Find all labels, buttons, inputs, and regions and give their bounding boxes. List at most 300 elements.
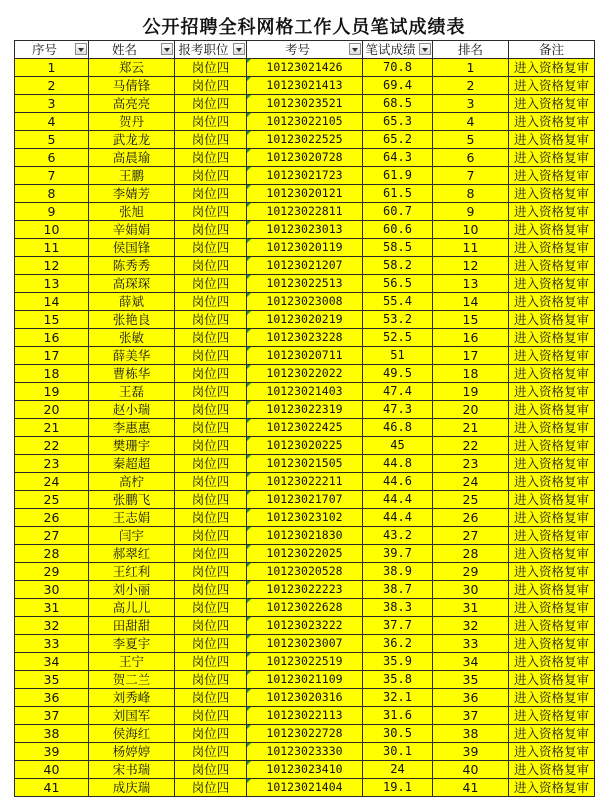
cell-exam-no: 10123022628 bbox=[247, 599, 363, 617]
cell-score: 44.4 bbox=[363, 491, 433, 509]
cell-rank: 18 bbox=[433, 365, 509, 383]
cell-seq: 2 bbox=[15, 77, 89, 95]
header-exam-no-label: 考号 bbox=[284, 42, 310, 57]
cell-position: 岗位四 bbox=[175, 599, 247, 617]
cell-score: 35.9 bbox=[363, 653, 433, 671]
cell-remark: 进入资格复审 bbox=[509, 599, 595, 617]
cell-name: 侯海红 bbox=[89, 725, 175, 743]
cell-position: 岗位四 bbox=[175, 95, 247, 113]
cell-position: 岗位四 bbox=[175, 671, 247, 689]
cell-remark: 进入资格复审 bbox=[509, 113, 595, 131]
cell-position: 岗位四 bbox=[175, 419, 247, 437]
cell-score: 61.5 bbox=[363, 185, 433, 203]
cell-rank: 27 bbox=[433, 527, 509, 545]
cell-seq: 1 bbox=[15, 59, 89, 77]
header-row bbox=[15, 41, 595, 59]
cell-position: 岗位四 bbox=[175, 779, 247, 797]
cell-seq: 8 bbox=[15, 185, 89, 203]
cell-rank: 22 bbox=[433, 437, 509, 455]
cell-rank: 31 bbox=[433, 599, 509, 617]
cell-score: 58.2 bbox=[363, 257, 433, 275]
cell-seq: 40 bbox=[15, 761, 89, 779]
cell-position: 岗位四 bbox=[175, 347, 247, 365]
cell-seq: 19 bbox=[15, 383, 89, 401]
cell-seq: 17 bbox=[15, 347, 89, 365]
cell-position: 岗位四 bbox=[175, 707, 247, 725]
filter-dropdown-icon[interactable] bbox=[161, 43, 173, 55]
cell-remark: 进入资格复审 bbox=[509, 437, 595, 455]
cell-seq: 31 bbox=[15, 599, 89, 617]
cell-remark: 进入资格复审 bbox=[509, 401, 595, 419]
cell-position: 岗位四 bbox=[175, 437, 247, 455]
table-row bbox=[15, 437, 595, 455]
cell-position: 岗位四 bbox=[175, 617, 247, 635]
cell-rank: 16 bbox=[433, 329, 509, 347]
cell-remark: 进入资格复审 bbox=[509, 491, 595, 509]
table-row bbox=[15, 275, 595, 293]
cell-name: 陈秀秀 bbox=[89, 257, 175, 275]
table-row bbox=[15, 329, 595, 347]
cell-rank: 23 bbox=[433, 455, 509, 473]
cell-rank: 15 bbox=[433, 311, 509, 329]
cell-name: 赵小瑞 bbox=[89, 401, 175, 419]
cell-name: 高柠 bbox=[89, 473, 175, 491]
cell-score: 55.4 bbox=[363, 293, 433, 311]
cell-seq: 24 bbox=[15, 473, 89, 491]
cell-exam-no: 10123023228 bbox=[247, 329, 363, 347]
cell-remark: 进入资格复审 bbox=[509, 203, 595, 221]
cell-rank: 19 bbox=[433, 383, 509, 401]
cell-seq: 23 bbox=[15, 455, 89, 473]
cell-score: 60.7 bbox=[363, 203, 433, 221]
cell-remark: 进入资格复审 bbox=[509, 671, 595, 689]
cell-exam-no: 10123020119 bbox=[247, 239, 363, 257]
cell-exam-no: 10123023008 bbox=[247, 293, 363, 311]
cell-name: 樊珊宇 bbox=[89, 437, 175, 455]
cell-position: 岗位四 bbox=[175, 455, 247, 473]
header-rank-label: 排名 bbox=[457, 42, 483, 57]
cell-score: 37.7 bbox=[363, 617, 433, 635]
cell-exam-no: 10123021403 bbox=[247, 383, 363, 401]
cell-position: 岗位四 bbox=[175, 635, 247, 653]
cell-position: 岗位四 bbox=[175, 221, 247, 239]
cell-seq: 27 bbox=[15, 527, 89, 545]
cell-seq: 21 bbox=[15, 419, 89, 437]
cell-position: 岗位四 bbox=[175, 167, 247, 185]
cell-name: 刘小丽 bbox=[89, 581, 175, 599]
cell-exam-no: 10123022105 bbox=[247, 113, 363, 131]
filter-dropdown-icon[interactable] bbox=[75, 43, 87, 55]
cell-position: 岗位四 bbox=[175, 653, 247, 671]
cell-score: 43.2 bbox=[363, 527, 433, 545]
cell-name: 张鹏飞 bbox=[89, 491, 175, 509]
cell-exam-no: 10123020728 bbox=[247, 149, 363, 167]
cell-seq: 3 bbox=[15, 95, 89, 113]
cell-name: 曹栋华 bbox=[89, 365, 175, 383]
cell-remark: 进入资格复审 bbox=[509, 221, 595, 239]
cell-name: 张旭 bbox=[89, 203, 175, 221]
filter-dropdown-icon[interactable] bbox=[233, 43, 245, 55]
cell-seq: 25 bbox=[15, 491, 89, 509]
table-row bbox=[15, 59, 595, 77]
cell-score: 30.1 bbox=[363, 743, 433, 761]
cell-score: 51 bbox=[363, 347, 433, 365]
header-exam-no bbox=[247, 41, 363, 59]
cell-name: 高亮亮 bbox=[89, 95, 175, 113]
cell-score: 44.8 bbox=[363, 455, 433, 473]
table-row bbox=[15, 401, 595, 419]
cell-position: 岗位四 bbox=[175, 113, 247, 131]
cell-rank: 13 bbox=[433, 275, 509, 293]
cell-position: 岗位四 bbox=[175, 473, 247, 491]
cell-exam-no: 10123022025 bbox=[247, 545, 363, 563]
cell-score: 65.3 bbox=[363, 113, 433, 131]
cell-rank: 41 bbox=[433, 779, 509, 797]
cell-score: 65.2 bbox=[363, 131, 433, 149]
cell-rank: 10 bbox=[433, 221, 509, 239]
cell-position: 岗位四 bbox=[175, 185, 247, 203]
cell-rank: 5 bbox=[433, 131, 509, 149]
table-row bbox=[15, 635, 595, 653]
cell-position: 岗位四 bbox=[175, 311, 247, 329]
cell-exam-no: 10123022113 bbox=[247, 707, 363, 725]
table-row bbox=[15, 473, 595, 491]
header-position-label: 报考职位 bbox=[178, 42, 229, 57]
header-name-label: 姓名 bbox=[111, 42, 137, 57]
cell-remark: 进入资格复审 bbox=[509, 149, 595, 167]
cell-remark: 进入资格复审 bbox=[509, 473, 595, 491]
sheet-title: 公开招聘全科网格工作人员笔试成绩表 bbox=[142, 17, 466, 38]
cell-rank: 1 bbox=[433, 59, 509, 77]
cell-name: 高晨瑜 bbox=[89, 149, 175, 167]
cell-exam-no: 10123022211 bbox=[247, 473, 363, 491]
cell-remark: 进入资格复审 bbox=[509, 239, 595, 257]
cell-exam-no: 10123021426 bbox=[247, 59, 363, 77]
table-row bbox=[15, 167, 595, 185]
cell-remark: 进入资格复审 bbox=[509, 347, 595, 365]
cell-remark: 进入资格复审 bbox=[509, 365, 595, 383]
table-body bbox=[15, 59, 595, 797]
table-row bbox=[15, 221, 595, 239]
cell-name: 郑云 bbox=[89, 59, 175, 77]
cell-score: 46.8 bbox=[363, 419, 433, 437]
header-position bbox=[175, 41, 247, 59]
cell-rank: 32 bbox=[433, 617, 509, 635]
cell-rank: 34 bbox=[433, 653, 509, 671]
cell-score: 35.8 bbox=[363, 671, 433, 689]
cell-rank: 7 bbox=[433, 167, 509, 185]
cell-rank: 35 bbox=[433, 671, 509, 689]
cell-seq: 34 bbox=[15, 653, 89, 671]
cell-rank: 20 bbox=[433, 401, 509, 419]
cell-name: 王鹏 bbox=[89, 167, 175, 185]
table-row bbox=[15, 311, 595, 329]
cell-score: 47.4 bbox=[363, 383, 433, 401]
cell-exam-no: 10123020711 bbox=[247, 347, 363, 365]
cell-remark: 进入资格复审 bbox=[509, 419, 595, 437]
table-row bbox=[15, 761, 595, 779]
cell-position: 岗位四 bbox=[175, 581, 247, 599]
filter-dropdown-icon[interactable] bbox=[349, 43, 361, 55]
cell-score: 32.1 bbox=[363, 689, 433, 707]
cell-score: 38.3 bbox=[363, 599, 433, 617]
cell-exam-no: 10123022022 bbox=[247, 365, 363, 383]
cell-position: 岗位四 bbox=[175, 689, 247, 707]
cell-score: 47.3 bbox=[363, 401, 433, 419]
cell-position: 岗位四 bbox=[175, 527, 247, 545]
cell-exam-no: 10123022425 bbox=[247, 419, 363, 437]
cell-name: 秦超超 bbox=[89, 455, 175, 473]
cell-rank: 37 bbox=[433, 707, 509, 725]
cell-position: 岗位四 bbox=[175, 77, 247, 95]
cell-remark: 进入资格复审 bbox=[509, 509, 595, 527]
cell-position: 岗位四 bbox=[175, 509, 247, 527]
cell-exam-no: 10123020528 bbox=[247, 563, 363, 581]
header-rank bbox=[433, 41, 509, 59]
cell-seq: 16 bbox=[15, 329, 89, 347]
table-row bbox=[15, 95, 595, 113]
cell-remark: 进入资格复审 bbox=[509, 761, 595, 779]
table-row bbox=[15, 77, 595, 95]
cell-position: 岗位四 bbox=[175, 761, 247, 779]
cell-position: 岗位四 bbox=[175, 491, 247, 509]
cell-score: 56.5 bbox=[363, 275, 433, 293]
cell-exam-no: 10123020121 bbox=[247, 185, 363, 203]
cell-name: 刘国军 bbox=[89, 707, 175, 725]
cell-exam-no: 10123023222 bbox=[247, 617, 363, 635]
cell-remark: 进入资格复审 bbox=[509, 545, 595, 563]
cell-remark: 进入资格复审 bbox=[509, 653, 595, 671]
cell-seq: 13 bbox=[15, 275, 89, 293]
cell-exam-no: 10123023330 bbox=[247, 743, 363, 761]
cell-name: 王红利 bbox=[89, 563, 175, 581]
header-score-label: 笔试成绩 bbox=[365, 42, 416, 57]
cell-exam-no: 10123020219 bbox=[247, 311, 363, 329]
cell-remark: 进入资格复审 bbox=[509, 635, 595, 653]
table-row bbox=[15, 257, 595, 275]
cell-score: 44.4 bbox=[363, 509, 433, 527]
header-name bbox=[89, 41, 175, 59]
cell-score: 36.2 bbox=[363, 635, 433, 653]
cell-rank: 12 bbox=[433, 257, 509, 275]
table-row bbox=[15, 491, 595, 509]
cell-remark: 进入资格复审 bbox=[509, 311, 595, 329]
cell-position: 岗位四 bbox=[175, 239, 247, 257]
cell-seq: 33 bbox=[15, 635, 89, 653]
cell-remark: 进入资格复审 bbox=[509, 77, 595, 95]
cell-remark: 进入资格复审 bbox=[509, 581, 595, 599]
cell-score: 58.5 bbox=[363, 239, 433, 257]
cell-name: 薛美华 bbox=[89, 347, 175, 365]
cell-name: 王宁 bbox=[89, 653, 175, 671]
cell-remark: 进入资格复审 bbox=[509, 527, 595, 545]
header-score bbox=[363, 41, 433, 59]
table-row bbox=[15, 671, 595, 689]
cell-rank: 14 bbox=[433, 293, 509, 311]
cell-name: 刘秀峰 bbox=[89, 689, 175, 707]
cell-exam-no: 10123022728 bbox=[247, 725, 363, 743]
cell-remark: 进入资格复审 bbox=[509, 563, 595, 581]
cell-seq: 15 bbox=[15, 311, 89, 329]
cell-exam-no: 10123021505 bbox=[247, 455, 363, 473]
cell-score: 64.3 bbox=[363, 149, 433, 167]
cell-seq: 4 bbox=[15, 113, 89, 131]
table-row bbox=[15, 563, 595, 581]
cell-rank: 33 bbox=[433, 635, 509, 653]
cell-seq: 9 bbox=[15, 203, 89, 221]
cell-rank: 26 bbox=[433, 509, 509, 527]
cell-rank: 36 bbox=[433, 689, 509, 707]
cell-exam-no: 10123021413 bbox=[247, 77, 363, 95]
cell-remark: 进入资格复审 bbox=[509, 185, 595, 203]
score-table bbox=[14, 40, 595, 797]
cell-name: 成庆瑞 bbox=[89, 779, 175, 797]
cell-score: 38.7 bbox=[363, 581, 433, 599]
filter-dropdown-icon[interactable] bbox=[419, 43, 431, 55]
table-row bbox=[15, 725, 595, 743]
cell-position: 岗位四 bbox=[175, 59, 247, 77]
cell-exam-no: 10123021707 bbox=[247, 491, 363, 509]
cell-remark: 进入资格复审 bbox=[509, 95, 595, 113]
cell-name: 李婧芳 bbox=[89, 185, 175, 203]
cell-name: 郝翠红 bbox=[89, 545, 175, 563]
cell-exam-no: 10123021723 bbox=[247, 167, 363, 185]
cell-score: 70.8 bbox=[363, 59, 433, 77]
cell-name: 薛斌 bbox=[89, 293, 175, 311]
cell-seq: 7 bbox=[15, 167, 89, 185]
cell-rank: 9 bbox=[433, 203, 509, 221]
cell-seq: 36 bbox=[15, 689, 89, 707]
cell-score: 49.5 bbox=[363, 365, 433, 383]
cell-exam-no: 10123021207 bbox=[247, 257, 363, 275]
cell-name: 王磊 bbox=[89, 383, 175, 401]
table-row bbox=[15, 239, 595, 257]
cell-seq: 39 bbox=[15, 743, 89, 761]
table-row bbox=[15, 779, 595, 797]
cell-name: 高儿儿 bbox=[89, 599, 175, 617]
header-seq-label: 序号 bbox=[31, 42, 57, 57]
cell-remark: 进入资格复审 bbox=[509, 455, 595, 473]
cell-name: 马倩锋 bbox=[89, 77, 175, 95]
table-row bbox=[15, 203, 595, 221]
cell-rank: 21 bbox=[433, 419, 509, 437]
cell-position: 岗位四 bbox=[175, 203, 247, 221]
cell-rank: 29 bbox=[433, 563, 509, 581]
cell-remark: 进入资格复审 bbox=[509, 293, 595, 311]
cell-rank: 25 bbox=[433, 491, 509, 509]
table-row bbox=[15, 113, 595, 131]
table-row bbox=[15, 509, 595, 527]
cell-remark: 进入资格复审 bbox=[509, 617, 595, 635]
cell-remark: 进入资格复审 bbox=[509, 59, 595, 77]
cell-seq: 35 bbox=[15, 671, 89, 689]
cell-score: 44.6 bbox=[363, 473, 433, 491]
cell-score: 39.7 bbox=[363, 545, 433, 563]
cell-exam-no: 10123022319 bbox=[247, 401, 363, 419]
cell-remark: 进入资格复审 bbox=[509, 383, 595, 401]
cell-score: 69.4 bbox=[363, 77, 433, 95]
cell-score: 19.1 bbox=[363, 779, 433, 797]
cell-position: 岗位四 bbox=[175, 545, 247, 563]
cell-name: 李夏宇 bbox=[89, 635, 175, 653]
cell-remark: 进入资格复审 bbox=[509, 131, 595, 149]
cell-position: 岗位四 bbox=[175, 149, 247, 167]
cell-exam-no: 10123023410 bbox=[247, 761, 363, 779]
cell-position: 岗位四 bbox=[175, 329, 247, 347]
cell-name: 贺二兰 bbox=[89, 671, 175, 689]
cell-position: 岗位四 bbox=[175, 563, 247, 581]
cell-exam-no: 10123022519 bbox=[247, 653, 363, 671]
cell-exam-no: 10123021404 bbox=[247, 779, 363, 797]
cell-rank: 39 bbox=[433, 743, 509, 761]
table-row bbox=[15, 689, 595, 707]
table-row bbox=[15, 419, 595, 437]
cell-exam-no: 10123023521 bbox=[247, 95, 363, 113]
cell-name: 闫宇 bbox=[89, 527, 175, 545]
cell-name: 贺丹 bbox=[89, 113, 175, 131]
table-row bbox=[15, 545, 595, 563]
cell-rank: 40 bbox=[433, 761, 509, 779]
table-row bbox=[15, 185, 595, 203]
cell-score: 52.5 bbox=[363, 329, 433, 347]
cell-name: 武龙龙 bbox=[89, 131, 175, 149]
cell-seq: 12 bbox=[15, 257, 89, 275]
cell-seq: 11 bbox=[15, 239, 89, 257]
cell-name: 高琛琛 bbox=[89, 275, 175, 293]
cell-position: 岗位四 bbox=[175, 257, 247, 275]
cell-remark: 进入资格复审 bbox=[509, 167, 595, 185]
table-row bbox=[15, 149, 595, 167]
cell-seq: 41 bbox=[15, 779, 89, 797]
table-row bbox=[15, 653, 595, 671]
cell-rank: 2 bbox=[433, 77, 509, 95]
cell-name: 辛娟娟 bbox=[89, 221, 175, 239]
table-row bbox=[15, 131, 595, 149]
cell-remark: 进入资格复审 bbox=[509, 257, 595, 275]
cell-remark: 进入资格复审 bbox=[509, 689, 595, 707]
cell-rank: 24 bbox=[433, 473, 509, 491]
cell-position: 岗位四 bbox=[175, 383, 247, 401]
cell-position: 岗位四 bbox=[175, 365, 247, 383]
cell-seq: 6 bbox=[15, 149, 89, 167]
cell-rank: 28 bbox=[433, 545, 509, 563]
cell-remark: 进入资格复审 bbox=[509, 275, 595, 293]
cell-exam-no: 10123023007 bbox=[247, 635, 363, 653]
cell-score: 68.5 bbox=[363, 95, 433, 113]
cell-rank: 3 bbox=[433, 95, 509, 113]
cell-exam-no: 10123021830 bbox=[247, 527, 363, 545]
cell-remark: 进入资格复审 bbox=[509, 329, 595, 347]
cell-score: 53.2 bbox=[363, 311, 433, 329]
cell-exam-no: 10123023102 bbox=[247, 509, 363, 527]
cell-rank: 17 bbox=[433, 347, 509, 365]
table-row bbox=[15, 365, 595, 383]
cell-name: 张艳良 bbox=[89, 311, 175, 329]
cell-score: 45 bbox=[363, 437, 433, 455]
cell-name: 宋书瑞 bbox=[89, 761, 175, 779]
cell-exam-no: 10123022525 bbox=[247, 131, 363, 149]
cell-score: 24 bbox=[363, 761, 433, 779]
cell-position: 岗位四 bbox=[175, 743, 247, 761]
table-row bbox=[15, 707, 595, 725]
cell-rank: 4 bbox=[433, 113, 509, 131]
cell-exam-no: 10123022811 bbox=[247, 203, 363, 221]
cell-seq: 22 bbox=[15, 437, 89, 455]
cell-exam-no: 10123022223 bbox=[247, 581, 363, 599]
cell-name: 李惠惠 bbox=[89, 419, 175, 437]
table-row bbox=[15, 527, 595, 545]
cell-remark: 进入资格复审 bbox=[509, 743, 595, 761]
